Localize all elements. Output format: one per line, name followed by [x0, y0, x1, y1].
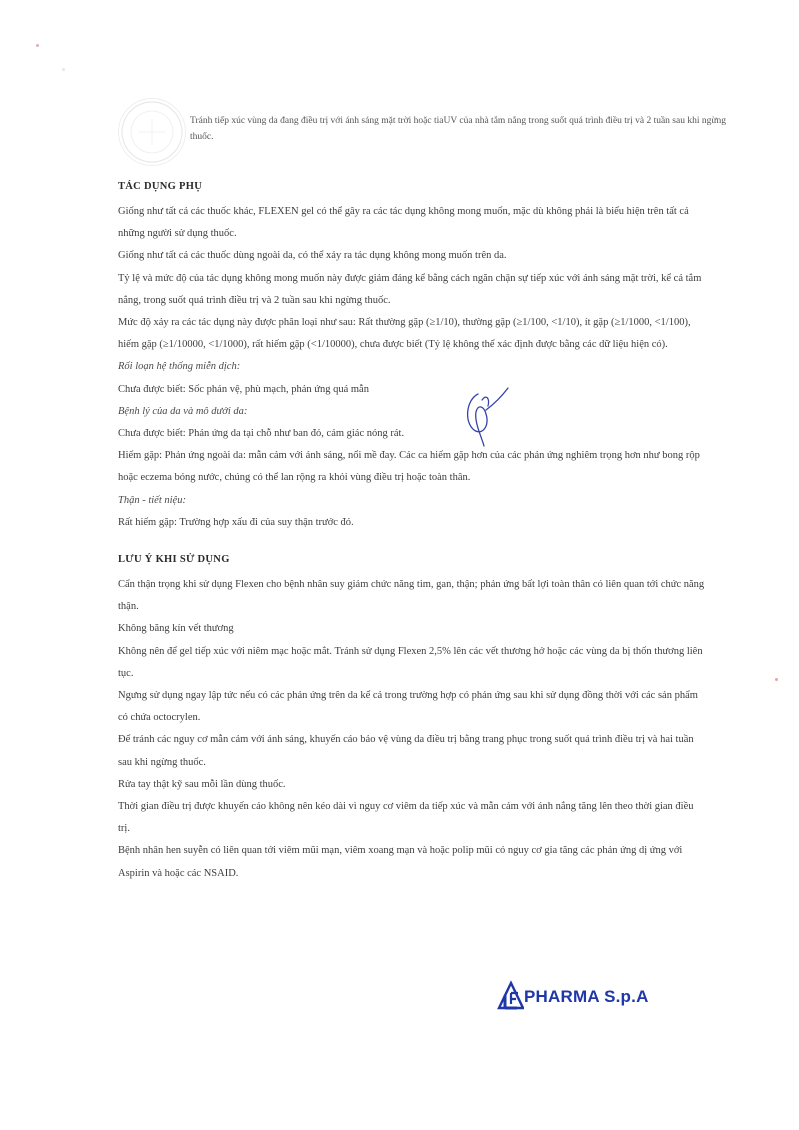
content — [118, 180, 708, 885]
paragraph: Không nên để gel tiếp xúc với niêm mạc hoặc mắt. Tránh sử dụng Flexen 2,5% lên các vết thương hở hoặc các vùng da bị thốn thương liên tục. — [118, 645, 703, 679]
section-title-side-effects: TÁC DỤNG PHỤ — [118, 181, 203, 192]
scan-speck — [62, 68, 65, 71]
signature-icon — [456, 386, 512, 448]
paragraph: Bệnh nhân hen suyễn có liên quan tới viêm mũi mạn, viêm xoang mạn và hoặc polip mũi có nguy cơ gia tăng các phản ứng dị ứng với Aspirin và hoặc các NSAID. — [118, 845, 683, 879]
paragraph: Rất hiếm gặp: Trường hợp xấu đi của suy thận trước đó. — [118, 516, 354, 528]
paragraph: Thời gian điều trị được khuyến cáo không nên kéo dài vì nguy cơ viêm da tiếp xúc và mẫn cảm với ánh nắng tăng lên theo thời gian điều trị. — [118, 801, 694, 835]
scan-speck — [775, 678, 778, 681]
header-note: Tránh tiếp xúc vùng da đang điều trị với ánh sáng mặt trời hoặc tiaUV của nhà tắm nắng trong suốt quá trình điều trị và 2 tuần sau khi ngừng thuốc. — [190, 116, 727, 142]
section-title-precautions: LƯU Ý KHI SỬ DỤNG — [118, 554, 230, 566]
subheading: Thận - tiết niệu: — [118, 494, 186, 506]
paragraph: Rửa tay thật kỹ sau mỗi lần dùng thuốc. — [118, 778, 286, 790]
company-logo — [496, 978, 649, 1010]
paragraph: Để tránh các nguy cơ mẫn cảm với ánh sáng, khuyến cáo bảo vệ vùng da điều trị bằng trang phục trong suốt quá trình điều trị và hai tuần sau khi ngừng thuốc. — [118, 734, 694, 768]
subheading: Bệnh lý của da và mô dưới da: — [118, 405, 248, 417]
subheading: Rối loạn hệ thống miễn dịch: — [118, 361, 241, 373]
faded-stamp-icon — [118, 98, 186, 166]
paragraph: Giống như tất cả các thuốc khác, FLEXEN gel có thể gây ra các tác dụng không mong muốn, mặc dù không phải là biểu hiện trên tất cả những người sử dụng thuốc. — [118, 206, 689, 240]
logo-text: PHARMA S.p.A — [524, 987, 649, 1006]
paragraph: Ngưng sử dụng ngay lập tức nếu có các phản ứng trên da kể cả trong trường hợp có phản ứng sau khi sử dụng đồng thời với các sản phẩm có chứa octocrylen. — [118, 690, 698, 724]
paragraph: Hiếm gặp: Phản ứng ngoài da: mẫn cảm với ánh sáng, nổi mề đay. Các ca hiếm gặp hơn của các phản ứng nghiêm trọng hơn như bong rộp hoặc eczema bóng nước, chúng có thể lan rộng ra khỏi vùng điều trị hoặc toàn thân. — [118, 450, 700, 484]
scan-speck — [36, 44, 39, 47]
lifepharma-logo-icon — [496, 980, 524, 1010]
paragraph: Chưa được biết: Phản ứng da tại chỗ như ban đỏ, cảm giác nóng rát. — [118, 428, 405, 440]
paragraph: Tỷ lệ và mức độ của tác dụng không mong muốn này được giảm đáng kể bằng cách ngăn chặn sự tiếp xúc với ánh sáng mặt trời, kể cả tắm nắng, trong suốt quá trình điều trị và 2 tuần sau khi ngừng thuốc. — [118, 272, 702, 306]
paragraph: Không băng kín vết thương — [118, 623, 234, 635]
paragraph: Chưa được biết: Sốc phản vệ, phù mạch, phản ứng quá mẫn — [118, 383, 369, 395]
paragraph: Cẩn thận trọng khi sử dụng Flexen cho bệnh nhân suy giảm chức năng tim, gan, thận; phản ứng bất lợi toàn thân có liên quan tới chức năng thận. — [118, 579, 705, 613]
paragraph: Mức độ xảy ra các tác dụng này được phân loại như sau: Rất thường gặp (≥1/10), thường gặp (≥1/100, <1/10), ít gặp (≥1/1000, <1/100), hiếm gặp (≥1/10000, <1/1000), rất hiếm gặp (<1/10000), chưa được biết (Tỷ lệ không thể xác định được bằng các dữ liệu hiện có). — [118, 317, 691, 351]
paragraph: Giống như tất cả các thuốc dùng ngoài da, có thể xảy ra tác dụng không mong muốn trên da. — [118, 250, 507, 262]
